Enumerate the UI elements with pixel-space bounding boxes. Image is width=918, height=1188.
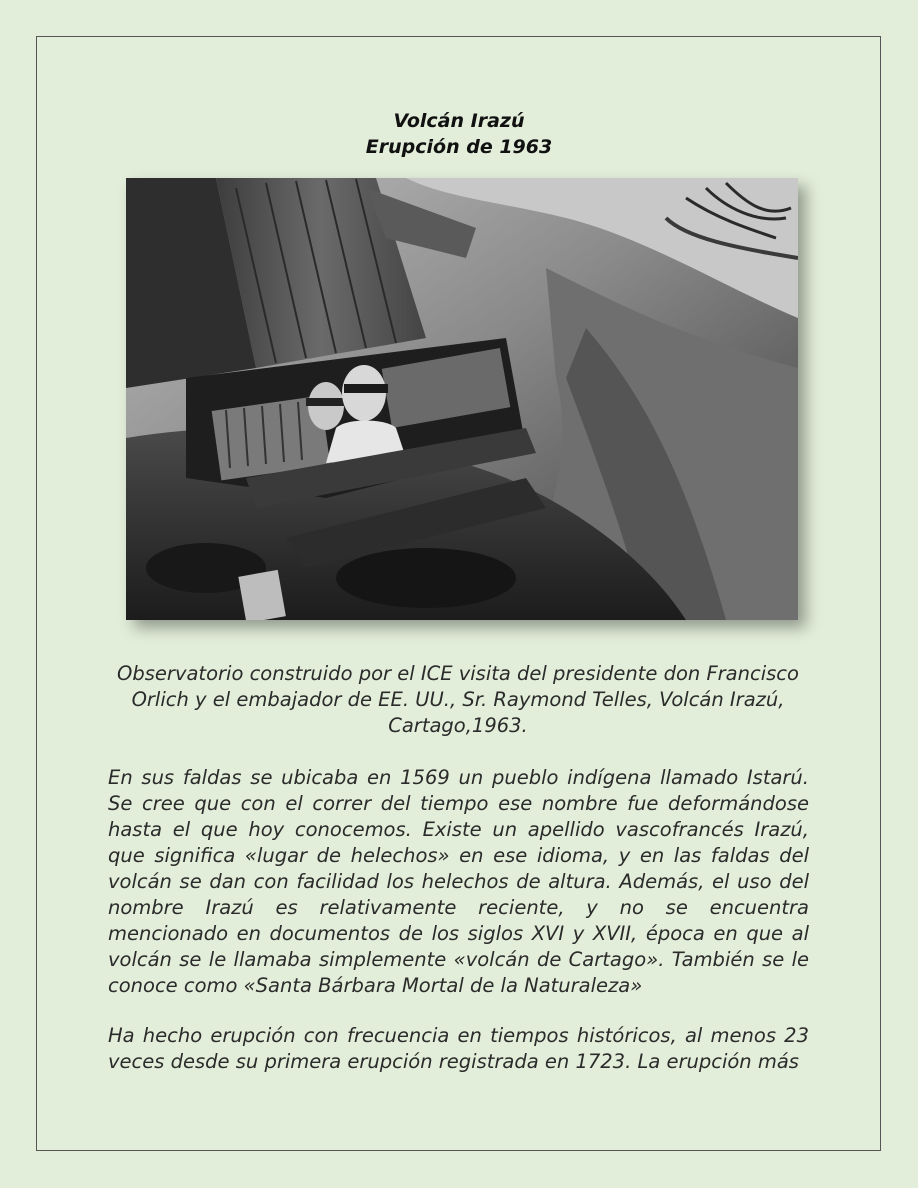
eruption-photo (126, 178, 798, 620)
document-title (0, 108, 918, 160)
title-line-1: Volcán Irazú (393, 110, 525, 132)
photo-caption: Observatorio construido por el ICE visita del presidente don Francisco Orlich y el embajador de EE. UU., Sr. Raymond Telles, Volcán Irazú, Cartago,1963. (117, 662, 799, 737)
paragraph-2: Ha hecho erupción con frecuencia en tiempos históricos, al menos 23 veces desde su primera erupción registrada en 1723. La erupción más (108, 1024, 809, 1073)
title-line-2: Erupción de 1963 (365, 136, 553, 158)
paragraph-1: En sus faldas se ubicaba en 1569 un pueblo indígena llamado Istarú. Se cree que con el correr del tiempo ese nombre fue deformándose hasta el que hoy conocemos. Existe un apellido vascofrancés Irazú, que significa «lugar de helechos» en ese idioma, y en las faldas del volcán se dan con facilidad los helechos de altura. Además, el uso del nombre Irazú es relativamente reciente, y no se encuentra mencionado en documentos de los siglos XVI y XVII, época en que al volcán se le llamaba simplemente «volcán de Cartago». También se le conoce como «Santa Bárbara Mortal de la Naturaleza» (108, 766, 809, 997)
